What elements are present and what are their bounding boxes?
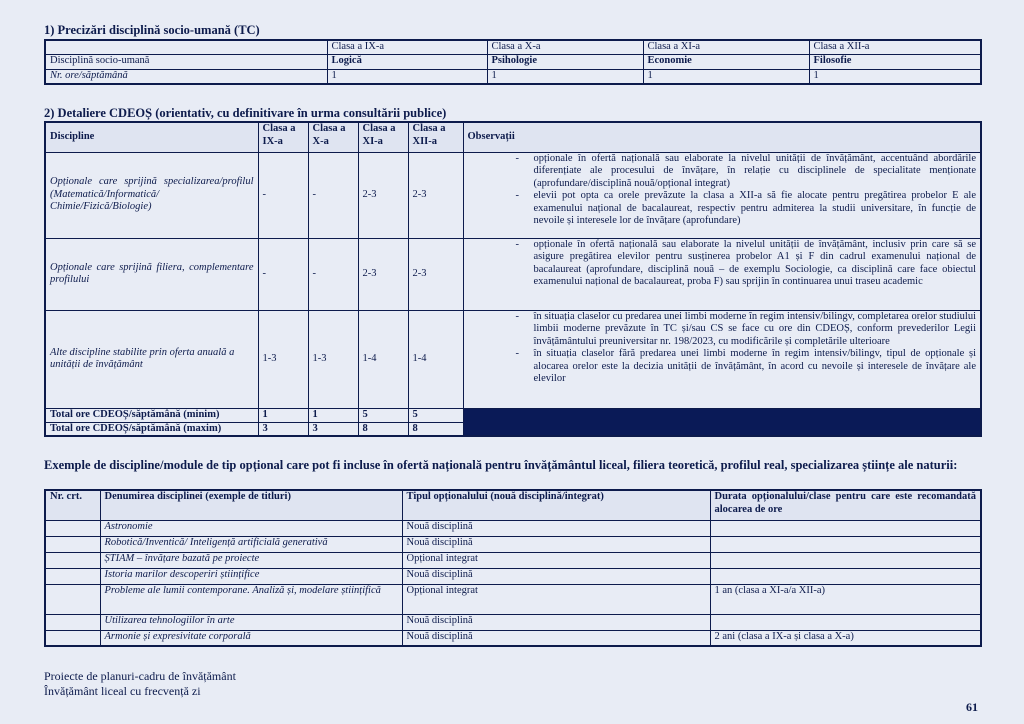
hours-11: 1 <box>643 69 809 84</box>
header-name: Denumirea disciplinei (exemple de titluri) <box>100 490 402 520</box>
discipline-cell: Alte discipline stabilite prin oferta anuală a unității de învățământ <box>45 310 258 408</box>
duration-cell <box>710 552 981 568</box>
table-row <box>45 310 981 408</box>
type-cell: Nouă disciplină <box>402 520 710 536</box>
section3-title: Exemple de discipline/module de tip opțional care pot fi incluse în ofertă națională pentru învățământul liceal, filiera teoretică, profilul real, specializarea științe ale naturii: <box>44 458 958 472</box>
optional-examples-table <box>44 489 982 647</box>
value-cell: 2-3 <box>358 238 408 310</box>
total-max-11: 8 <box>358 422 408 436</box>
value-cell: 1-3 <box>258 310 308 408</box>
total-min-label: Total ore CDEOȘ/săptămână (minim) <box>45 408 258 422</box>
header-type: Tipul opționalului (nouă disciplină/integrat) <box>402 490 710 520</box>
value-cell: 2-3 <box>408 152 463 238</box>
total-max-label: Total ore CDEOȘ/săptămână (maxim) <box>45 422 258 436</box>
row-label-discipline: Disciplină socio-umană <box>45 54 327 69</box>
value-cell: - <box>258 238 308 310</box>
table-row <box>45 584 981 614</box>
duration-cell <box>710 614 981 630</box>
type-cell: Nouă disciplină <box>402 630 710 646</box>
header-class-11: Clasa a XI-a <box>643 40 809 54</box>
header-class-10: Clasa a X-a <box>308 122 358 152</box>
socio-human-table <box>44 39 982 85</box>
total-min-12: 5 <box>408 408 463 422</box>
type-cell: Opțional integrat <box>402 584 710 614</box>
observations-cell <box>463 152 981 238</box>
header-class-12: Clasa a XII-a <box>408 122 463 152</box>
cdeos-table <box>44 121 982 437</box>
hours-9: 1 <box>327 69 487 84</box>
value-cell: - <box>258 152 308 238</box>
nr-cell <box>45 552 100 568</box>
name-cell: Astronomie <box>100 520 402 536</box>
duration-cell: 2 ani (clasa a IX-a și clasa a X-a) <box>710 630 981 646</box>
value-cell: 1-4 <box>408 310 463 408</box>
observation-item: - opționale în ofertă națională sau elaborate la nivelul unității de învățământ, inclusiv prin care să se asigure pregătirea elevilor pentru susținerea probelor A1 și F din cadrul examenului național de bacalaureat (aprofundare, disciplină nouă – de exemplu Sociologie, ca disciplină care face obiectul examenului național de bacalaureat, proba F) sau sprijin în continuarea unui traseu academic <box>468 239 977 289</box>
page-number: 61 <box>966 700 978 714</box>
name-cell: ȘTIAM – învățare bazată pe proiecte <box>100 552 402 568</box>
total-min-row <box>45 408 981 422</box>
header-nr: Nr. crt. <box>45 490 100 520</box>
nr-cell <box>45 584 100 614</box>
observation-item: - opționale în ofertă națională sau elaborate la nivelul unității de învățământ, accentuând abordările diferențiate ale procesului de învățare, în relație cu disciplinele de specialitate menționate (aprofundare/disciplină nouă/opțional integrat) <box>468 153 977 191</box>
type-cell: Nouă disciplină <box>402 568 710 584</box>
total-min-9: 1 <box>258 408 308 422</box>
table-row <box>45 630 981 646</box>
table-row <box>45 238 981 310</box>
nr-cell <box>45 630 100 646</box>
cell-filosofie: Filosofie <box>809 54 981 69</box>
nr-cell <box>45 536 100 552</box>
table-row <box>45 536 981 552</box>
value-cell: 1-4 <box>358 310 408 408</box>
total-min-11: 5 <box>358 408 408 422</box>
discipline-cell: Opționale care sprijină filiera, complementare profilului <box>45 238 258 310</box>
row-label-hours: Nr. ore/săptămână <box>45 69 327 84</box>
observation-item: - în situația claselor cu predarea unei limbi moderne în regim intensiv/bilingv, completarea orelor studiului limbii moderne prevăzute în TC și/sau CS se face cu ore din CDEOȘ, conform prevederilor Legii învățământului preuniversitar nr. 198/2023, cu modificările și completările ulterioare <box>468 311 977 349</box>
header-duration: Durata opționalului/clase pentru care este recomandată alocarea de ore <box>710 490 981 520</box>
nr-cell <box>45 614 100 630</box>
type-cell: Opțional integrat <box>402 552 710 568</box>
table-row <box>45 152 981 238</box>
shaded-cell <box>463 408 981 436</box>
hours-10: 1 <box>487 69 643 84</box>
table-row <box>45 552 981 568</box>
name-cell: Istoria marilor descoperiri științifice <box>100 568 402 584</box>
duration-cell: 1 an (clasa a XI-a/a XII-a) <box>710 584 981 614</box>
total-max-10: 3 <box>308 422 358 436</box>
footer-line-1: Proiecte de planuri-cadru de învățământ <box>44 669 236 683</box>
value-cell: 2-3 <box>358 152 408 238</box>
cell-logica: Logică <box>327 54 487 69</box>
table-row <box>45 520 981 536</box>
hours-12: 1 <box>809 69 981 84</box>
header-observations: Observații <box>463 122 981 152</box>
footer-line-2: Învățământ liceal cu frecvență zi <box>44 684 201 698</box>
discipline-cell: Opționale care sprijină specializarea/profilul (Matematică/Informatică/ Chimie/Fizică/Biologie) <box>45 152 258 238</box>
duration-cell <box>710 568 981 584</box>
header-class-12: Clasa a XII-a <box>809 40 981 54</box>
value-cell: - <box>308 152 358 238</box>
total-max-12: 8 <box>408 422 463 436</box>
name-cell: Utilizarea tehnologiilor în arte <box>100 614 402 630</box>
name-cell: Probleme ale lumii contemporane. Analiză și, modelare științifică <box>100 584 402 614</box>
total-max-9: 3 <box>258 422 308 436</box>
type-cell: Nouă disciplină <box>402 614 710 630</box>
section2-title: 2) Detaliere CDEOȘ (orientativ, cu definitivare în urma consultării publice) <box>44 106 447 120</box>
header-class-11: Clasa a XI-a <box>358 122 408 152</box>
cell-psihologie: Psihologie <box>487 54 643 69</box>
value-cell: 2-3 <box>408 238 463 310</box>
observations-cell <box>463 238 981 310</box>
section1-title: 1) Precizări disciplină socio-umană (TC) <box>44 23 260 37</box>
type-cell: Nouă disciplină <box>402 536 710 552</box>
duration-cell <box>710 536 981 552</box>
nr-cell <box>45 568 100 584</box>
value-cell: - <box>308 238 358 310</box>
nr-cell <box>45 520 100 536</box>
name-cell: Armonie și expresivitate corporală <box>100 630 402 646</box>
total-min-10: 1 <box>308 408 358 422</box>
duration-cell <box>710 520 981 536</box>
table-row <box>45 614 981 630</box>
header-class-9: Clasa a IX-a <box>258 122 308 152</box>
cell-economie: Economie <box>643 54 809 69</box>
header-class-10: Clasa a X-a <box>487 40 643 54</box>
header-class-9: Clasa a IX-a <box>327 40 487 54</box>
name-cell: Robotică/Inventică/ Inteligență artificială generativă <box>100 536 402 552</box>
observation-item: - în situația claselor fără predarea unei limbi moderne în regim intensiv/bilingv, tipul de opționale și alocarea orelor este la decizia unității de învățământ, în acord cu nevoile și interesele de învățare ale elevilor <box>468 348 977 386</box>
table-row <box>45 568 981 584</box>
header-empty <box>45 40 327 54</box>
value-cell: 1-3 <box>308 310 358 408</box>
header-discipline: Discipline <box>45 122 258 152</box>
observation-item: - elevii pot opta ca orele prevăzute la clasa a XII-a să fie alocate pentru pregătirea probelor E ale examenului național de bacalaureat, respectiv pentru admiterea la studii universitare, în funcție de nevoile și interesele lor de învățare (aprofundare) <box>468 190 977 228</box>
observations-cell <box>463 310 981 408</box>
